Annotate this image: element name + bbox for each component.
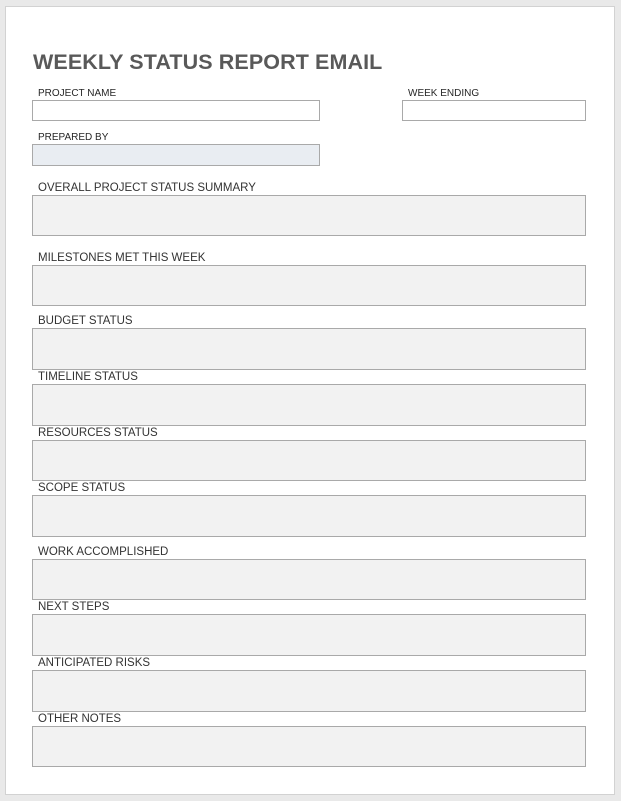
timeline-status-label: TIMELINE STATUS bbox=[38, 371, 138, 383]
week-ending-field[interactable] bbox=[402, 100, 586, 121]
scope-status-field[interactable] bbox=[32, 495, 586, 537]
prepared-by-label: PREPARED BY bbox=[38, 132, 109, 143]
other-notes-label: OTHER NOTES bbox=[38, 713, 122, 725]
anticipated-risks-label: ANTICIPATED RISKS bbox=[38, 657, 151, 669]
next-steps-label: NEXT STEPS bbox=[38, 601, 110, 613]
project-name-label: PROJECT NAME bbox=[38, 88, 117, 99]
week-ending-label: WEEK ENDING bbox=[408, 88, 480, 99]
budget-status-field[interactable] bbox=[32, 328, 586, 370]
timeline-status-field[interactable] bbox=[32, 384, 586, 426]
milestones-met-label: MILESTONES MET THIS WEEK bbox=[38, 252, 206, 264]
project-name-field[interactable] bbox=[32, 100, 320, 121]
milestones-met-field[interactable] bbox=[32, 265, 586, 306]
scope-status-label: SCOPE STATUS bbox=[38, 482, 126, 494]
resources-status-field[interactable] bbox=[32, 440, 586, 481]
next-steps-field[interactable] bbox=[32, 614, 586, 656]
prepared-by-field[interactable] bbox=[32, 144, 320, 166]
page-title: WEEKLY STATUS REPORT EMAIL bbox=[33, 50, 383, 74]
anticipated-risks-field[interactable] bbox=[32, 670, 586, 712]
overall-status-summary-label: OVERALL PROJECT STATUS SUMMARY bbox=[38, 182, 256, 194]
resources-status-label: RESOURCES STATUS bbox=[38, 427, 158, 439]
work-accomplished-label: WORK ACCOMPLISHED bbox=[38, 546, 169, 558]
work-accomplished-field[interactable] bbox=[32, 559, 586, 600]
budget-status-label: BUDGET STATUS bbox=[38, 315, 133, 327]
other-notes-field[interactable] bbox=[32, 726, 586, 767]
overall-status-summary-field[interactable] bbox=[32, 195, 586, 236]
